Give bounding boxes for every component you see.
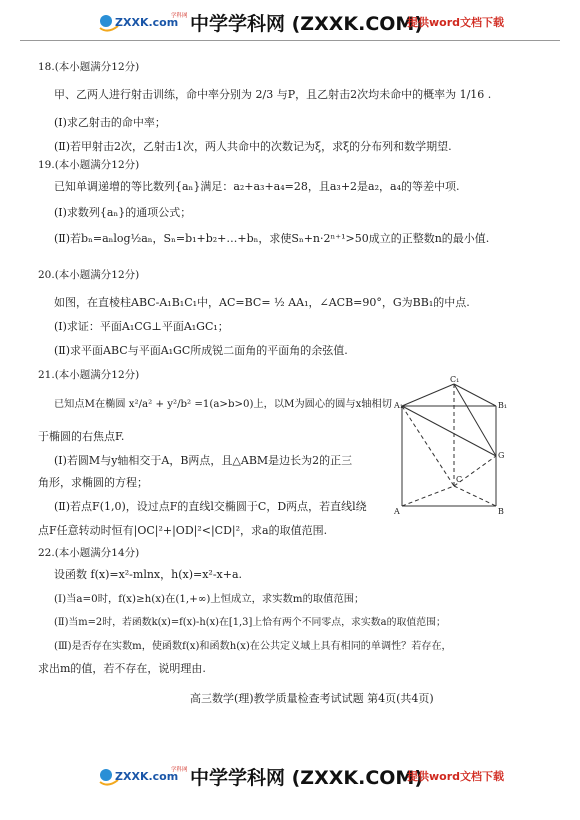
q19-part2: (Ⅱ)若bₙ=aₙlog½aₙ，Sₙ=b₁+b₂+…+bₙ，求使Sₙ+n·2ⁿ⁺¹>50成立的正整数n的最小值. <box>54 232 490 245</box>
q21-part2-a: (Ⅱ)若点F(1,0)，设过点F的直线l交椭圆于C，D两点，若直线l绕 <box>54 500 367 513</box>
logo-text-bottom: ZXXK.com <box>115 770 179 783</box>
q22-part3-a: (Ⅲ)是否存在实数m，使函数f(x)和函数h(x)在公共定义域上具有相同的单调性？若存在， <box>54 641 452 652</box>
q22-part3-b: 求出m的值，若不存在，说明理由. <box>38 662 206 675</box>
q18-part1: (Ⅰ)求乙射击的命中率； <box>54 116 166 129</box>
label-a: A <box>394 507 400 516</box>
q22-part2: (Ⅱ)当m=2时，若函数k(x)=f(x)-h(x)在[1,3]上恰有两个不同零点，求实数a的取值范围； <box>54 617 446 628</box>
q19-part1: (Ⅰ)求数列{aₙ}的通项公式； <box>54 206 192 219</box>
label-b: B <box>498 507 504 516</box>
logo-sub: 学科网 <box>171 13 188 19</box>
page-footer: 高三数学(理)教学质量检查考试试题 第4页(共4页) <box>190 692 434 705</box>
download-link[interactable]: 提供word文档下载 <box>407 16 505 29</box>
q18-stem: 甲、乙两人进行射击训练，命中率分别为 2/3 与P，且乙射击2次均未命中的概率为 1/16 . <box>54 88 492 101</box>
label-c1: C₁ <box>450 375 460 384</box>
q22-stem: 设函数 f(x)=x²-mlnx，h(x)=x²-x+a. <box>54 568 243 581</box>
q21-part1-b: 角形，求椭圆的方程； <box>38 476 148 489</box>
q22-head: 22.(本小题满分14分) <box>38 547 140 559</box>
prism-figure <box>394 375 508 528</box>
download-link-bottom[interactable]: 提供word文档下载 <box>407 770 505 783</box>
q18-part2: (Ⅱ)若甲射击2次，乙射击1次，两人共命中的次数记为ξ，求ξ的分布列和数学期望. <box>54 140 452 153</box>
q21-stem-1: 已知点M在椭圆 x²/a² + y²/b² =1(a>b>0)上，以M为圆心的圆与x轴相切 <box>54 399 392 410</box>
q21-part2-b: 点F任意转动时恒有|OC|²+|OD|²<|CD|²，求a的取值范围. <box>38 524 328 537</box>
q22-part1: (Ⅰ)当a=0时，f(x)≥h(x)在(1,+∞)上恒成立，求实数m的取值范围； <box>54 593 365 605</box>
q20-head: 20.(本小题满分12分) <box>38 269 140 281</box>
q21-part1-a: (Ⅰ)若圆M与y轴相交于A，B两点，且△ABM是边长为2的正三 <box>54 454 353 467</box>
label-b1: B₁ <box>498 401 508 410</box>
q19-head: 19.(本小题满分12分) <box>38 159 140 171</box>
header-divider <box>20 40 560 41</box>
label-g: G <box>498 451 505 460</box>
q21-stem-2: 于椭圆的右焦点F. <box>38 430 125 443</box>
site-name: 中学学科网 (ZXXK.COM) <box>190 13 424 35</box>
footer-banner <box>0 760 580 790</box>
zxxk-logo <box>96 6 192 36</box>
q19-stem: 已知单调递增的等比数列{aₙ}满足：a₂+a₃+a₄=28，且a₃+2是a₂，a₄的等差中项. <box>54 180 460 193</box>
q20-part2: (Ⅱ)求平面ABC与平面A₁GC所成锐二面角的平面角的余弦值. <box>54 344 348 357</box>
logo-text: ZXXK.com <box>115 16 179 29</box>
logo-sub-bottom: 学科网 <box>171 767 188 773</box>
label-a1: A₁ <box>394 401 403 410</box>
zxxk-logo-bottom <box>96 760 192 790</box>
q20-stem: 如图，在直棱柱ABC-A₁B₁C₁中，AC=BC= ½ AA₁，∠ACB=90°，G为BB₁的中点. <box>54 296 470 309</box>
site-name-bottom: 中学学科网 (ZXXK.COM) <box>190 767 424 789</box>
label-c: C <box>456 475 463 484</box>
q21-head: 21.(本小题满分12分) <box>38 369 140 381</box>
q18-head: 18.(本小题满分12分) <box>38 61 140 73</box>
q20-part1: (Ⅰ)求证：平面A₁CG⊥平面A₁GC₁； <box>54 320 229 333</box>
header-banner <box>0 6 580 36</box>
